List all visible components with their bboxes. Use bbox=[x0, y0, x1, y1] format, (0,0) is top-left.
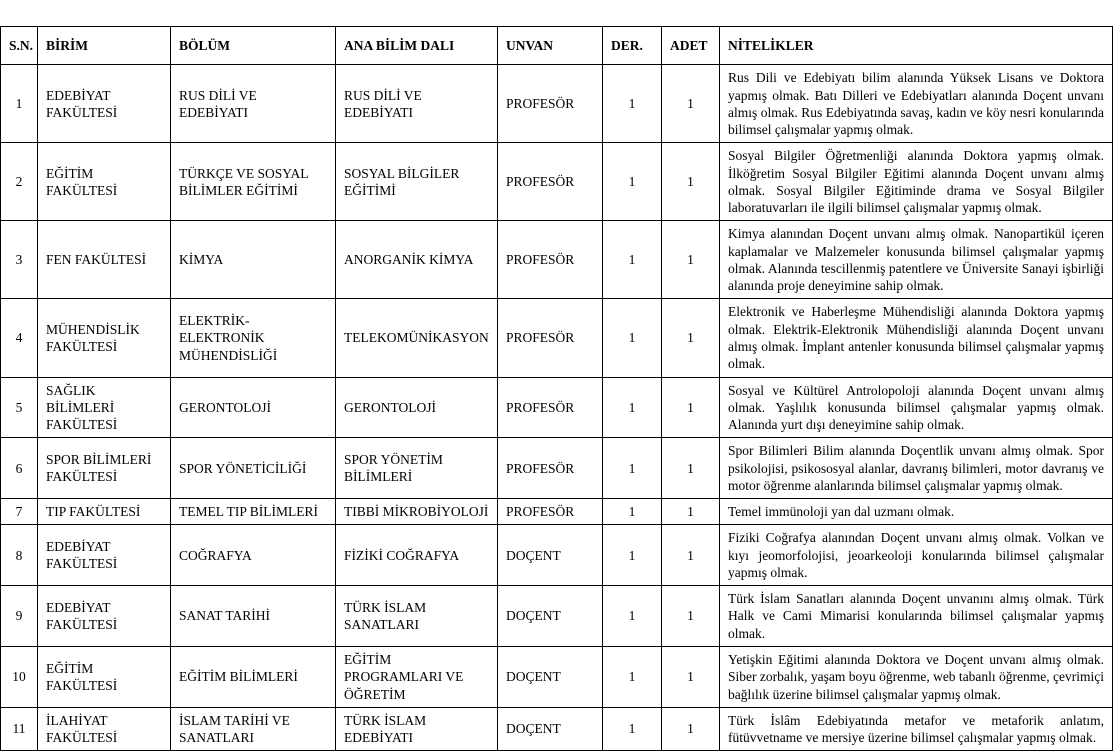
cell-unvan: DOÇENT bbox=[498, 525, 603, 586]
cell-sn: 5 bbox=[1, 377, 38, 438]
cell-ana-bilim-dali: TÜRK İSLAM SANATLARI bbox=[336, 586, 498, 647]
cell-nitelikler: Temel immünoloji yan dal uzmanı olmak. bbox=[720, 499, 1113, 525]
cell-bolum: TEMEL TIP BİLİMLERİ bbox=[171, 499, 336, 525]
cell-ana-bilim-dali: TELEKOMÜNİKASYON bbox=[336, 299, 498, 377]
col-header-ana-bilim-dali: ANA BİLİM DALI bbox=[336, 27, 498, 65]
cell-sn: 1 bbox=[1, 65, 38, 143]
cell-adet: 1 bbox=[662, 499, 720, 525]
table-row bbox=[1, 499, 1113, 525]
table-row bbox=[1, 707, 1113, 751]
cell-ana-bilim-dali: SPOR YÖNETİM BİLİMLERİ bbox=[336, 438, 498, 499]
cell-unvan: PROFESÖR bbox=[498, 143, 603, 221]
cell-der: 1 bbox=[603, 221, 662, 299]
cell-adet: 1 bbox=[662, 586, 720, 647]
cell-sn: 9 bbox=[1, 586, 38, 647]
cell-nitelikler: Spor Bilimleri Bilim alanında Doçentlik unvanı almış olmak. Spor psikolojisi, psikososyal alanlar, davranış bilimleri, motor davranış ve motor öğrenme alanlarında bilimsel çalışmalar yapmış olmak. bbox=[720, 438, 1113, 499]
cell-adet: 1 bbox=[662, 377, 720, 438]
table-row bbox=[1, 646, 1113, 707]
cell-unvan: PROFESÖR bbox=[498, 499, 603, 525]
cell-ana-bilim-dali: ANORGANİK KİMYA bbox=[336, 221, 498, 299]
table-row bbox=[1, 221, 1113, 299]
table-body bbox=[1, 65, 1113, 751]
cell-der: 1 bbox=[603, 143, 662, 221]
cell-birim: MÜHENDİSLİK FAKÜLTESİ bbox=[38, 299, 171, 377]
cell-bolum: GERONTOLOJİ bbox=[171, 377, 336, 438]
cell-der: 1 bbox=[603, 707, 662, 751]
cell-nitelikler: Fiziki Coğrafya alanından Doçent unvanı almış olmak. Volkan ve kıyı jeomorfolojisi, jeoarkeoloji konularında bilimsel çalışmalar yapmış olmak. bbox=[720, 525, 1113, 586]
cell-adet: 1 bbox=[662, 707, 720, 751]
col-header-der: DER. bbox=[603, 27, 662, 65]
table-header-row bbox=[1, 27, 1113, 65]
col-header-birim: BİRİM bbox=[38, 27, 171, 65]
cell-birim: EDEBİYAT FAKÜLTESİ bbox=[38, 65, 171, 143]
table-row bbox=[1, 65, 1113, 143]
cell-birim: İLAHİYAT FAKÜLTESİ bbox=[38, 707, 171, 751]
table-row bbox=[1, 299, 1113, 377]
cell-bolum: TÜRKÇE VE SOSYAL BİLİMLER EĞİTİMİ bbox=[171, 143, 336, 221]
cell-ana-bilim-dali: TIBBİ MİKROBİYOLOJİ bbox=[336, 499, 498, 525]
table-row bbox=[1, 586, 1113, 647]
table-row bbox=[1, 438, 1113, 499]
cell-der: 1 bbox=[603, 586, 662, 647]
cell-bolum: KİMYA bbox=[171, 221, 336, 299]
col-header-adet: ADET bbox=[662, 27, 720, 65]
cell-sn: 11 bbox=[1, 707, 38, 751]
cell-birim: SAĞLIK BİLİMLERİ FAKÜLTESİ bbox=[38, 377, 171, 438]
cell-der: 1 bbox=[603, 377, 662, 438]
cell-ana-bilim-dali: FİZİKİ COĞRAFYA bbox=[336, 525, 498, 586]
cell-ana-bilim-dali: GERONTOLOJİ bbox=[336, 377, 498, 438]
cell-bolum: SANAT TARİHİ bbox=[171, 586, 336, 647]
cell-ana-bilim-dali: EĞİTİM PROGRAMLARI VE ÖĞRETİM bbox=[336, 646, 498, 707]
col-header-bolum: BÖLÜM bbox=[171, 27, 336, 65]
cell-sn: 4 bbox=[1, 299, 38, 377]
col-header-sn: S.N. bbox=[1, 27, 38, 65]
cell-adet: 1 bbox=[662, 221, 720, 299]
cell-adet: 1 bbox=[662, 438, 720, 499]
cell-der: 1 bbox=[603, 299, 662, 377]
cell-der: 1 bbox=[603, 438, 662, 499]
cell-adet: 1 bbox=[662, 646, 720, 707]
cell-unvan: PROFESÖR bbox=[498, 438, 603, 499]
col-header-unvan: UNVAN bbox=[498, 27, 603, 65]
cell-bolum: EĞİTİM BİLİMLERİ bbox=[171, 646, 336, 707]
cell-sn: 10 bbox=[1, 646, 38, 707]
cell-nitelikler: Kimya alanından Doçent unvanı almış olmak. Nanopartikül içeren kaplamalar ve Malzemeler konusunda bilimsel çalışmalar yapmış olmak. Alanında tescillenmiş patentlere ve Üniversite Sanayi işbirliği alanında proje deneyimine sahip olmak. bbox=[720, 221, 1113, 299]
cell-der: 1 bbox=[603, 646, 662, 707]
cell-bolum: İSLAM TARİHİ VE SANATLARI bbox=[171, 707, 336, 751]
cell-sn: 6 bbox=[1, 438, 38, 499]
cell-birim: EĞİTİM FAKÜLTESİ bbox=[38, 646, 171, 707]
cell-birim: SPOR BİLİMLERİ FAKÜLTESİ bbox=[38, 438, 171, 499]
cell-der: 1 bbox=[603, 65, 662, 143]
cell-unvan: PROFESÖR bbox=[498, 65, 603, 143]
cell-unvan: DOÇENT bbox=[498, 586, 603, 647]
cell-nitelikler: Türk İslam Sanatları alanında Doçent unvanını almış olmak. Türk Halk ve Cami Mimarisi konularında bilimsel çalışmalar yapmış olmak. bbox=[720, 586, 1113, 647]
cell-der: 1 bbox=[603, 499, 662, 525]
cell-unvan: DOÇENT bbox=[498, 707, 603, 751]
cell-unvan: DOÇENT bbox=[498, 646, 603, 707]
cell-bolum: RUS DİLİ VE EDEBİYATI bbox=[171, 65, 336, 143]
cell-ana-bilim-dali: TÜRK İSLAM EDEBİYATI bbox=[336, 707, 498, 751]
cell-birim: EDEBİYAT FAKÜLTESİ bbox=[38, 586, 171, 647]
cell-nitelikler: Türk İslâm Edebiyatında metafor ve metaforik anlatım, fütüvvetname ve mersiye üzerine bilimsel çalışmalar yapmış olmak. bbox=[720, 707, 1113, 751]
table-row bbox=[1, 525, 1113, 586]
cell-adet: 1 bbox=[662, 65, 720, 143]
cell-unvan: PROFESÖR bbox=[498, 299, 603, 377]
cell-ana-bilim-dali: SOSYAL BİLGİLER EĞİTİMİ bbox=[336, 143, 498, 221]
cell-sn: 3 bbox=[1, 221, 38, 299]
cell-der: 1 bbox=[603, 525, 662, 586]
cell-birim: TIP FAKÜLTESİ bbox=[38, 499, 171, 525]
cell-birim: EĞİTİM FAKÜLTESİ bbox=[38, 143, 171, 221]
col-header-nitelikler: NİTELİKLER bbox=[720, 27, 1113, 65]
cell-birim: EDEBİYAT FAKÜLTESİ bbox=[38, 525, 171, 586]
cell-bolum: SPOR YÖNETİCİLİĞİ bbox=[171, 438, 336, 499]
cell-nitelikler: Rus Dili ve Edebiyatı bilim alanında Yüksek Lisans ve Doktora yapmış olmak. Batı Dilleri ve Edebiyatları alanında Doçent unvanı almış olmak. Rus Edebiyatında savaş, kadın ve köy nesri konularında bilimsel çalışmalar yapmış olmak. bbox=[720, 65, 1113, 143]
cell-nitelikler: Sosyal ve Kültürel Antrolopoloji alanında Doçent unvanı almış olmak. Yaşlılık konusunda bilimsel çalışmalar yapmış olmak. Alanında yurt dışı deneyimine sahip olmak. bbox=[720, 377, 1113, 438]
cell-sn: 8 bbox=[1, 525, 38, 586]
academic-vacancy-table bbox=[0, 26, 1113, 751]
cell-ana-bilim-dali: RUS DİLİ VE EDEBİYATI bbox=[336, 65, 498, 143]
cell-nitelikler: Sosyal Bilgiler Öğretmenliği alanında Doktora yapmış olmak. İlköğretim Sosyal Bilgiler Eğitimi alanında Doçent unvanı almış olmak. Sosyal Bilgiler Eğitiminde drama ve Sosyal Bilgiler laboratuvarları ile ilgili bilimsel çalışmalar yapmış olmak. bbox=[720, 143, 1113, 221]
table-row bbox=[1, 143, 1113, 221]
table-row bbox=[1, 377, 1113, 438]
cell-adet: 1 bbox=[662, 299, 720, 377]
cell-adet: 1 bbox=[662, 143, 720, 221]
cell-nitelikler: Elektronik ve Haberleşme Mühendisliği alanında Doktora yapmış olmak. Elektrik-Elektronik Mühendisliği alanında Doçent unvanı almış olmak. İmplant antenler konusunda bilimsel çalışmalar yapmış olmak. bbox=[720, 299, 1113, 377]
cell-bolum: ELEKTRİK-ELEKTRONİK MÜHENDİSLİĞİ bbox=[171, 299, 336, 377]
cell-sn: 7 bbox=[1, 499, 38, 525]
cell-unvan: PROFESÖR bbox=[498, 377, 603, 438]
cell-adet: 1 bbox=[662, 525, 720, 586]
cell-nitelikler: Yetişkin Eğitimi alanında Doktora ve Doçent unvanı almış olmak. Siber zorbalık, yaşam boyu öğrenme, web tabanlı öğrenme, çevrimiçi bağlılık üzerine bilimsel çalışmalar yapmış olmak. bbox=[720, 646, 1113, 707]
cell-sn: 2 bbox=[1, 143, 38, 221]
cell-unvan: PROFESÖR bbox=[498, 221, 603, 299]
cell-bolum: COĞRAFYA bbox=[171, 525, 336, 586]
cell-birim: FEN FAKÜLTESİ bbox=[38, 221, 171, 299]
